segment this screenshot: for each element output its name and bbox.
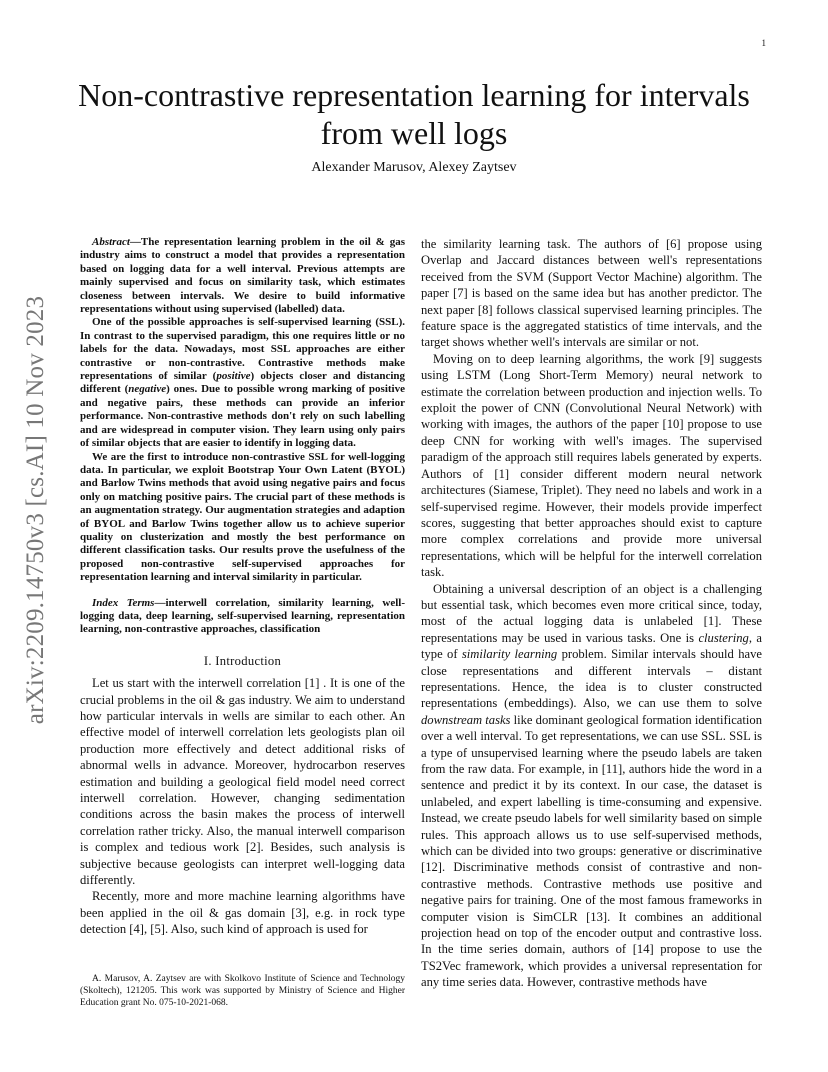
index-terms: Index Terms—interwell correlation, similarity learning, well-logging data, deep learning, self-supervised learning, representation learning, non-contrastive approaches, classification — [80, 596, 405, 636]
index-terms-label: Index Terms — [92, 596, 155, 609]
right-paragraph-3: Obtaining a universal description of an object is a challenging but essential task, which becomes even more critical since, today, most of the actual logging data is unlabeled [1]. These representations may be used in various tasks. One is clustering, a type of similarity learning problem. Similar intervals should have close representations and different intervals – distant representations. Hence, the idea is to cluster constructed representations (embeddings). Also, we can use them to solve downstream tasks like dominant geological formation identification over a well interval. To get representations, we can use SSL. SSL is a type of unsupervised learning where the pseudo labels are taken from the raw data. For example, in [11], authors hide the word in a sentence and predict it by its context. In our case, the dataset is unlabeled, and expert labelling is time-consuming and expensive. Instead, we create pseudo labels for well similarity based on simple rules. This approach allows us to use self-supervised methods, which can be divided into two groups: generative or discriminative [12]. Discriminative methods consist of contrastive and non-contrastive methods. Contrastive methods use positive and negative pairs for training. One of the most famous frameworks in computer vision is SimCLR [13]. It combines an additional projection head on top of the encoder output and contrastive loss. In the time series domain, authors of [14] propose to use the TS2Vec framework, which provides a universal representation for any time series data. However, contrastive methods have — [421, 581, 763, 990]
footnote: A. Marusov, A. Zaytsev are with Skolkovo Institute of Science and Technology (Skoltech), 121205. This work was supported by Ministry of Science and Higher Education grant No. 075-10-2021-068. — [80, 974, 405, 1008]
page-number: 1 — [761, 38, 766, 48]
paper-title: Non-contrastive representation learning for intervals from well logs — [78, 77, 750, 151]
right-paragraph-2: Moving on to deep learning algorithms, the work [9] suggests using LSTM (Long Short-Term Memory) neural network to estimate the correlation between production and injection wells. To exploit the power of CNN (Convolutional Neural Network) with working with images, the authors of the paper [10] propose to use deep CNN for working with well's images. The supervised paradigm of the approach still requires labels generated by experts. Authors of [1] consider different modern neural network architectures (Siamese, Triplet). They need no labels and work in a self-supervised regime. However, their models provide imperfect scores, suggesting that better approaches should exist to capture more complex correlations and provide more universal representations, which will be helpful for the interwell correlation task. — [421, 351, 762, 580]
right-column — [421, 236, 762, 991]
left-column — [80, 236, 405, 938]
abstract-paragraph-2: One of the possible approaches is self-supervised learning (SSL). In contrast to the supervised paradigm, this one requires little or no labels for the data. Nowadays, most SSL approaches are either contrastive or non-contrastive. Contrastive methods make representations of similar (positive) objects closer and distancing different (negative) ones. Due to possible wrong marking of positive and negative pairs, these methods can provide an inferior performance. Non-contrastive methods don't rely on such labelling and are widespread in computer vision. They learn using only pairs of similar objects that are easier to identify in logging data. — [80, 316, 405, 450]
intro-paragraph-2: Recently, more and more machine learning algorithms have been applied in the oil & gas domain [3], e.g. in rock type detection [4], [5]. Also, such kind of approach is used for — [80, 889, 405, 937]
abstract-paragraph-3: We are the first to introduce non-contrastive SSL for well-logging data. In particular, we exploit Bootstrap Your Own Latent (BYOL) and Barlow Twins methods that avoid using negative pairs and focus only on matching positive pairs. The crucial part of these methods is an augmentation strategy. Our augmentation strategies and adaption of BYOL and Barlow Twins together allow us to achieve superior quality on clusterization and mostly the best performance on different classification tasks. Our results prove the usefulness of the proposed non-contrastive self-supervised approaches for representation learning and interval similarity in particular. — [80, 450, 405, 584]
abstract-paragraph-1: Abstract—The representation learning problem in the oil & gas industry aims to construct a model that provides a representation based on logging data for a well interval. Previous attempts are mainly supervised and focus on similarity task, which estimates closeness between intervals. We desire to build informative representations without using supervised (labelled) data. — [80, 236, 405, 316]
arxiv-sidebar — [12, 290, 60, 730]
arxiv-identifier[interactable]: arXiv:2209.14750v3 [cs.AI] 10 Nov 2023 — [22, 295, 49, 725]
intro-paragraph-1: Let us start with the interwell correlation [1] . It is one of the crucial problems in the oil & gas industry. We aim to understand how particular intervals in wells are similar to each other. An effective model of interwell correlation lets geologists plan oil production more effectively and detect additional risks of abnormal wells in advance. Moreover, hydrocarbon reserves estimation and building a geological field model need correct interwell correlation. However, changing sedimentation conditions across the basin makes the process of interwell correlation rather tricky. Also, the manual interwell comparison is complex and tedious work [2]. Besides, such analysis is subjective because geologists can interpret well-logging data differently. — [80, 676, 405, 888]
right-paragraph-1: the similarity learning task. The authors of [6] propose using Overlap and Jaccard distances between well's representations received from the SVM (Support Vector Machine) algorithm. The paper [7] is based on the same idea but has another predictor. The next paper [8] follows classical supervised learning principles. The feature space is the aggregated statistics of time intervals, and the target shows whether well's intervals are similar or not. — [421, 237, 762, 350]
paper-authors: Alexander Marusov, Alexey Zaytsev — [311, 160, 517, 175]
abstract-label: Abstract — [92, 236, 130, 248]
section-heading: I. Introduction — [203, 653, 282, 668]
